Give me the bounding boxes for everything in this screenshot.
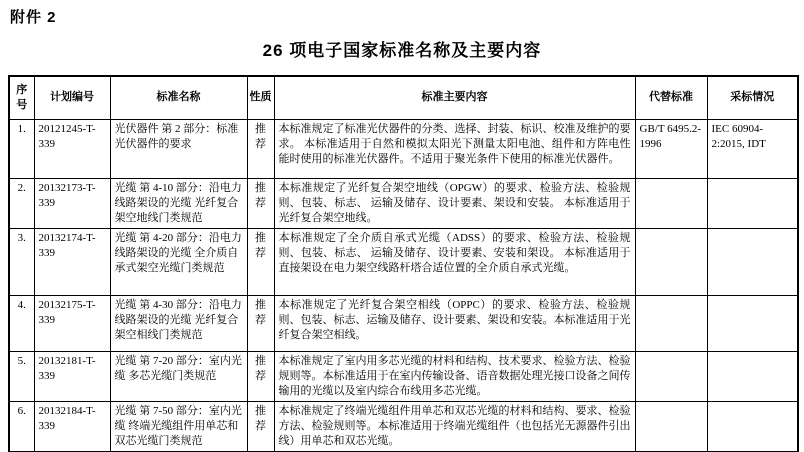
table-header-row (9, 76, 798, 119)
cell-serial-number: 1. (9, 119, 34, 178)
table-row (9, 401, 798, 452)
cell-replaced-standard (635, 178, 707, 228)
cell-plan-number: 20132181-T-339 (34, 351, 110, 401)
cell-plan-number: 20132174-T-339 (34, 228, 110, 295)
cell-serial-number: 2. (9, 178, 34, 228)
cell-serial-number: 3. (9, 228, 34, 295)
cell-adoption-status (707, 401, 798, 452)
cell-plan-number: 20132184-T-339 (34, 401, 110, 452)
cell-standard-name: 光缆 第 4-10 部分：沿电力线路架设的光缆 光纤复合架空地线门类规范 (110, 178, 247, 228)
cell-replaced-standard: GB/T 6495.2-1996 (635, 119, 707, 178)
header-serial-number: 序号 (9, 76, 34, 119)
table-row (9, 351, 798, 401)
cell-nature: 推荐 (247, 351, 274, 401)
cell-nature: 推荐 (247, 178, 274, 228)
cell-main-content: 本标准规定了室内用多芯光缆的材料和结构、技术要求、检验方法、检验规则等。本标准适用于在室内传输设备、语音数据处理光接口设备之间传输用的光缆以及室内综合布线用多芯光缆。 (274, 351, 635, 401)
cell-standard-name: 光缆 第 7-20 部分：室内光缆 多芯光缆门类规范 (110, 351, 247, 401)
cell-main-content: 本标准规定了标准光伏器件的分类、选择、封装、标识、校准及维护的要求。 本标准适用于自然和模拟太阳光下测量太阳电池、组件和方阵电性能时使用的标准光伏器件。不适用于聚光条件下使用的标准光伏器件。 (274, 119, 635, 178)
table-row (9, 178, 798, 228)
cell-plan-number: 20132175-T-339 (34, 295, 110, 351)
cell-nature: 推荐 (247, 401, 274, 452)
cell-replaced-standard (635, 351, 707, 401)
cell-nature: 推荐 (247, 295, 274, 351)
cell-adoption-status (707, 351, 798, 401)
cell-standard-name: 光缆 第 4-30 部分：沿电力线路架设的光缆 光纤复合架空相线门类规范 (110, 295, 247, 351)
header-main-content: 标准主要内容 (274, 76, 635, 119)
cell-serial-number: 5. (9, 351, 34, 401)
cell-nature: 推荐 (247, 228, 274, 295)
cell-standard-name: 光缆 第 7-50 部分：室内光缆 终端光缆组件用单芯和双芯光缆门类规范 (110, 401, 247, 452)
standards-table (8, 75, 799, 452)
header-standard-name: 标准名称 (110, 76, 247, 119)
table-row (9, 295, 798, 351)
cell-replaced-standard (635, 228, 707, 295)
cell-main-content: 本标准规定了光纤复合架空相线（OPPC）的要求、检验方法、检验规则、包装、标志、运输及储存、设计要素、架设和安装。本标准适用于光纤复合架空相线。 (274, 295, 635, 351)
attachment-label: 附件 2 (10, 9, 57, 26)
cell-main-content: 本标准规定了终端光缆组件用单芯和双芯光缆的材料和结构、要求、检验方法、检验规则等。本标准适用于终端光缆组件（也包括光无源器件引出线）用单芯和双芯光缆。 (274, 401, 635, 452)
page-title: 26 项电子国家标准名称及主要内容 (262, 41, 542, 60)
cell-replaced-standard (635, 401, 707, 452)
cell-adoption-status: IEC 60904-2:2015, IDT (707, 119, 798, 178)
header-nature: 性质 (247, 76, 274, 119)
cell-adoption-status (707, 228, 798, 295)
cell-adoption-status (707, 178, 798, 228)
cell-serial-number: 4. (9, 295, 34, 351)
cell-plan-number: 20132173-T-339 (34, 178, 110, 228)
table-row (9, 228, 798, 295)
header-plan-number: 计划编号 (34, 76, 110, 119)
cell-adoption-status (707, 295, 798, 351)
header-adoption-status: 采标情况 (707, 76, 798, 119)
cell-serial-number: 6. (9, 401, 34, 452)
table-row (9, 119, 798, 178)
cell-plan-number: 20121245-T-339 (34, 119, 110, 178)
cell-replaced-standard (635, 295, 707, 351)
cell-standard-name: 光缆 第 4-20 部分：沿电力线路架设的光缆 全介质自承式架空光缆门类规范 (110, 228, 247, 295)
cell-nature: 推荐 (247, 119, 274, 178)
header-replaced-standard: 代替标准 (635, 76, 707, 119)
cell-standard-name: 光伏器件 第 2 部分：标准光伏器件的要求 (110, 119, 247, 178)
cell-main-content: 本标准规定了全介质自承式光缆（ADSS）的要求、检验方法、检验规则、包装、标志、 运输及储存、设计要素、安装和架设。 本标准适用于直接架设在电力架空线路杆塔合适位置的全介质自承式光缆。 (274, 228, 635, 295)
cell-main-content: 本标准规定了光纤复合架空地线（OPGW）的要求、检验方法、检验规则、包装、标志、 运输及储存、设计要素、架设和安装。 本标准适用于光纤复合架空地线。 (274, 178, 635, 228)
